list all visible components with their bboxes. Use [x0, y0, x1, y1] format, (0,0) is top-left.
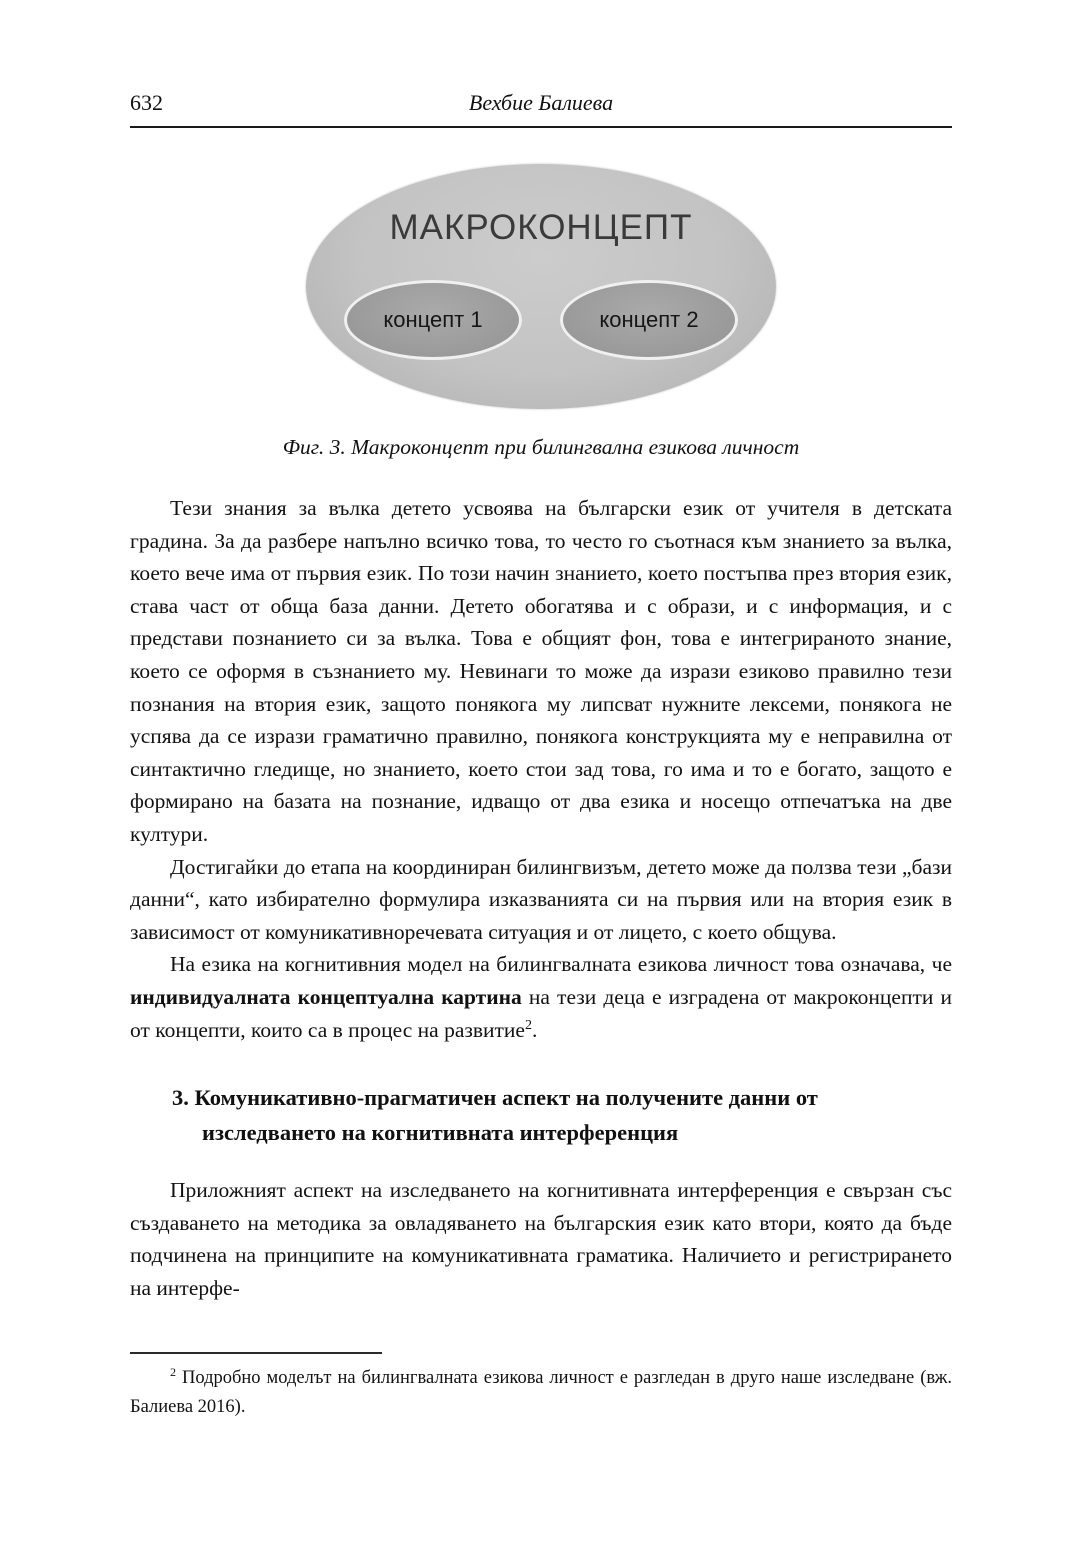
paragraph-3-bold: индивидуалната концептуална картина	[130, 984, 522, 1009]
footnote-rule	[130, 1352, 382, 1354]
running-header	[130, 90, 952, 120]
macroconcept-label: МАКРОКОНЦЕПТ	[389, 208, 693, 247]
footnote	[130, 1364, 952, 1422]
page-number: 632	[130, 90, 163, 115]
running-head-title: Вехбие Балиева	[468, 90, 614, 115]
figure-caption: Фиг. 3. Макроконцепт при билингвална езикова личност	[282, 435, 800, 459]
header-rule	[130, 126, 952, 128]
paragraph-4: Приложният аспект на изследването на когнитивната интерференция е свързан със създаването на методика за овладяването на българския език като втори, която да бъде подчинена на принципите на комуникативната граматика. Наличието и регистрирането на интерфе-	[130, 1178, 952, 1300]
concept-1-ellipse	[344, 280, 522, 360]
footnote-number: 2	[170, 1365, 177, 1380]
concept-2-label: концепт 2	[599, 307, 699, 332]
concept-1-label: концепт 1	[383, 307, 483, 332]
footnote-reference-mark: 2	[524, 1017, 532, 1033]
paragraph-2: Достигайки до етапа на координиран билингвизъм, детето може да ползва тези „бази данни“, като избирателно формулира изказванията си на първия или на втория език в зависимост от комуникативноречевата ситуация и от лицето, с което общува.	[130, 854, 952, 944]
figure	[306, 164, 776, 409]
body-text	[130, 492, 952, 1304]
footnote-text: Подробно моделът на билингвалната езикова личност е разгледан в друго наше изследване (вж. Балиева 2016).	[130, 1368, 952, 1418]
paragraph-1: Тези знания за вълка детето усвоява на български език от учителя в детската градина. За да разбере напълно всичко това, то често го съотнася към знанието за вълка, което вече има от първия език. По този начин знанието, което постъпва през втория език, става част от обща база данни. Детето обогатява и с образи, и с информация, и с представи познанието си за вълка. Това е общият фон, това е интегрираното знание, което се оформя в съзнанието му. Невинаги то може да изрази езиково правилно тези познания на втория език, защото понякога му липсват нужните лексеми, понякога не успява да се изрази граматично правилно, понякога конструкцията му е неправилна от синтактично гледище, но знанието, което стои зад това, го има и то е богато, защото е формирано на базата на познание, идващо от два езика и носещо отпечатъка на две култури.	[130, 496, 952, 846]
paragraph-3-pre: На езика на когнитивния модел на билингвалната езикова личност това означава, че	[170, 952, 952, 977]
macroconcept-ellipse	[306, 164, 776, 409]
paragraph-3-end: .	[531, 1017, 538, 1042]
paragraph-3-post: на тези деца е изградена от макроконцепти и от концепти, които са в процес на развитие	[130, 984, 952, 1042]
paragraph-3	[130, 948, 952, 1046]
footnote-area	[130, 1352, 952, 1422]
section-heading: 3. Комуникативно-прагматичен аспект на получените данни от изследването на когнитивната интерференция	[172, 1085, 818, 1146]
concept-2-ellipse	[560, 280, 738, 360]
